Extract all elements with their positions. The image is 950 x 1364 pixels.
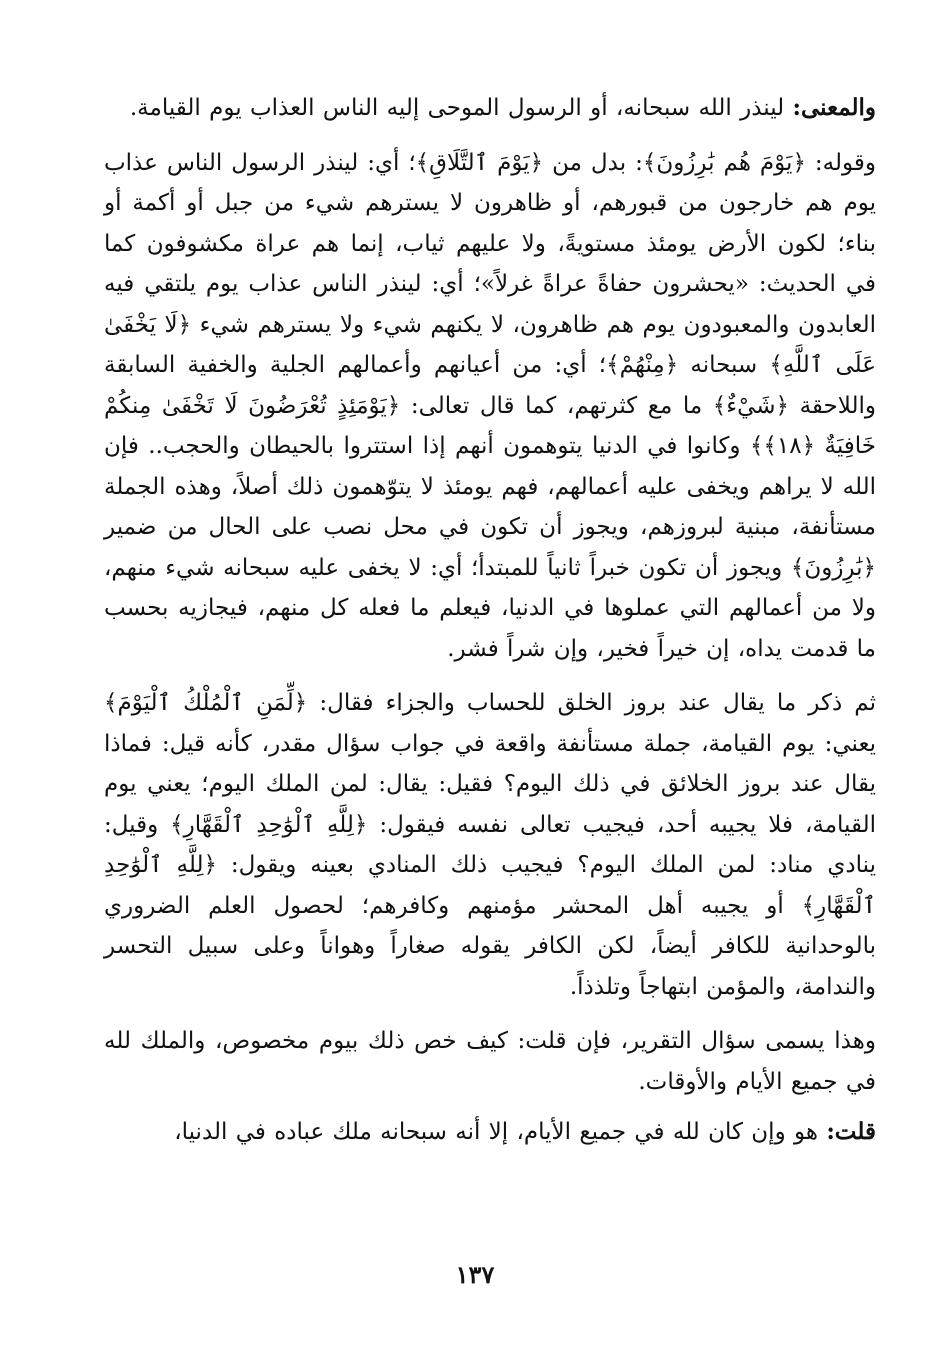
paragraph-kingdom — [104, 683, 876, 1007]
paragraph-text: لينذر الله سبحانه، أو الرسول الموحى إليه الناس العذاب يوم القيامة. — [129, 95, 793, 121]
paragraph-commentary — [104, 143, 876, 670]
paragraph-lead: قلت: — [826, 1118, 876, 1145]
page-body — [104, 88, 876, 1288]
paragraph-meaning — [104, 88, 876, 129]
paragraph-answer — [104, 1112, 876, 1153]
paragraph-lead: والمعنى: — [792, 94, 876, 121]
paragraph-text: هو وإن كان لله في جميع الأيام، إلا أنه سبحانه ملك عباده في الدنيا، — [174, 1119, 827, 1145]
paragraph-text: ثم ذكر ما يقال عند بروز الخلق للحساب والجزاء فقال: ﴿لِّمَنِ ٱلْمُلْكُ ٱلْيَوْمَ﴾ يعني: يوم القيامة، جملة مستأنفة واقعة في جواب سؤال مقدر، كأنه قيل: فماذا يقال عند بروز الخلائق في ذلك اليوم؟ فقيل: يقال: لمن الملك اليوم؛ يعني يوم القيامة، فلا يجيبه أحد، فيجيب تعالى نفسه فيقول: ﴿لِلَّهِ ٱلْوَٰحِدِ ٱلْقَهَّارِ﴾ وقيل: ينادي مناد: لمن الملك اليوم؟ فيجيب ذلك المنادي بعينه ويقول: ﴿لِلَّهِ ٱلْوَٰحِدِ ٱلْقَهَّارِ﴾ أو يجيبه أهل المحشر مؤمنهم وكافرهم؛ لحصول العلم الضروري بالوحدانية للكافر أيضاً، لكن الكافر يقوله صغاراً وهواناً وعلى سبيل التحسر والندامة، والمؤمن ابتهاجاً وتلذذاً. — [104, 690, 876, 1000]
paragraph-text: وهذا يسمى سؤال التقرير، فإن قلت: كيف خص ذلك بيوم مخصوص، والملك لله في جميع الأيام والأوقات. — [104, 1028, 876, 1095]
paragraph-text: وقوله: ﴿يَوْمَ هُم بَٰرِزُونَ﴾: بدل من ﴿يَوْمَ ٱلتَّلَاقِ﴾؛ أي: لينذر الرسول الناس عذاب يوم هم خارجون من قبورهم، أو ظاهرون لا يسترهم شيء من جبل أو أكمة أو بناء؛ لكون الأرض يومئذ مستويةً، ولا عليهم ثياب، إنما هم عراة مكشوفون كما في الحديث: «يحشرون حفاةً عراةً غرلاً»؛ أي: لينذر الناس عذاب يوم يلتقي فيه العابدون والمعبودون يوم هم ظاهرون، لا يكنهم شيء ولا يسترهم شيء ﴿لَا يَخْفَىٰ عَلَى ٱللَّهِ﴾ سبحانه ﴿مِنْهُمْ﴾؛ أي: من أعيانهم وأعمالهم الجلية والخفية السابقة واللاحقة ﴿شَيْءٌ﴾ ما مع كثرتهم، كما قال تعالى: ﴿يَوْمَئِذٍ تُعْرَضُونَ لَا تَخْفَىٰ مِنكُمْ خَافِيَةٌ ﴿١٨﴾﴾ وكانوا في الدنيا يتوهمون أنهم إذا استتروا بالحيطان والحجب.. فإن الله لا يراهم ويخفى عليه أعمالهم، فهم يومئذ لا يتوّهمون ذلك أصلاً، وهذه الجملة مستأنفة، مبنية لبروزهم، ويجوز أن تكون في محل نصب على الحال من ضمير ﴿بَٰرِزُونَ﴾ ويجوز أن تكون خبراً ثانياً للمبتدأ؛ أي: لا يخفى عليه سبحانه شيء منهم، ولا من أعمالهم التي عملوها في الدنيا، فيعلم ما فعله كل منهم، فيجازيه بحسب ما قدمت يداه، إن خيراً فخير، وإن شراً فشر. — [104, 149, 877, 662]
page-number: ١٣٧ — [455, 1260, 495, 1289]
paragraph-question — [104, 1021, 876, 1102]
